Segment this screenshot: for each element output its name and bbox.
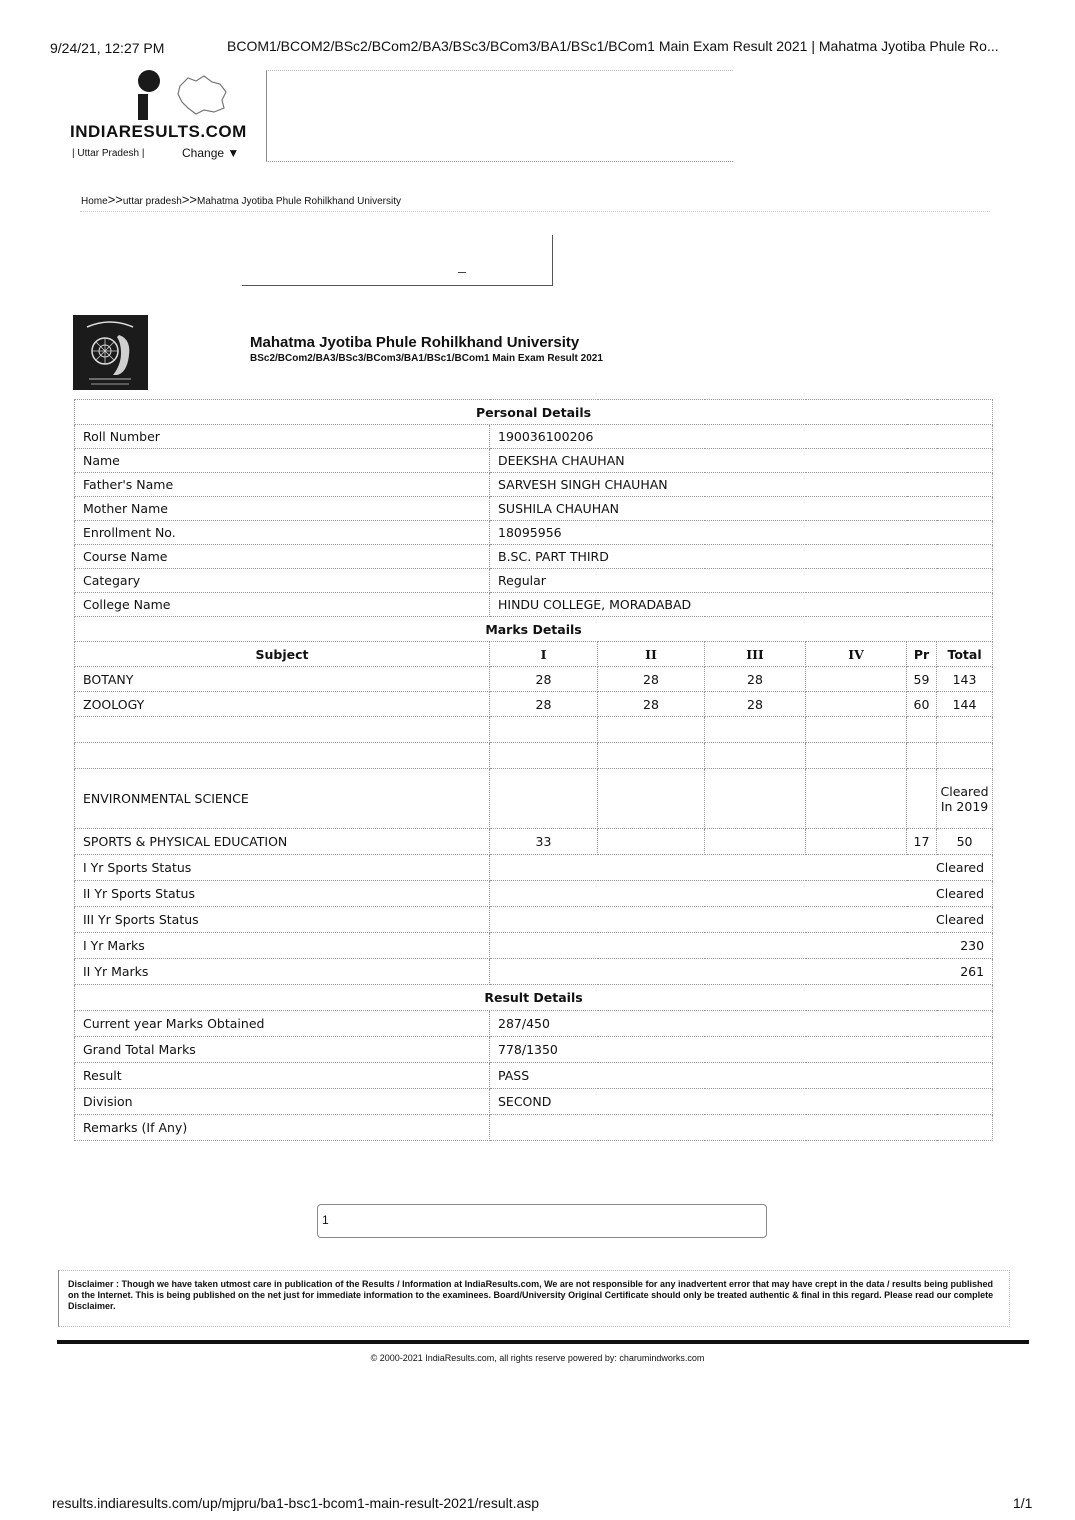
field-value: SUSHILA CHAUHAN	[490, 497, 993, 521]
result-value: PASS	[490, 1063, 993, 1089]
marks-details-heading: Marks Details	[75, 617, 993, 642]
status-label: I Yr Sports Status	[75, 855, 490, 881]
status-label: II Yr Marks	[75, 959, 490, 985]
table-row	[75, 1089, 993, 1115]
university-emblem-icon	[73, 315, 148, 390]
column-header: I	[490, 642, 598, 667]
disclaimer-box	[58, 1270, 1010, 1327]
university-logo	[73, 315, 148, 390]
field-label: Grand Total Marks	[75, 1037, 490, 1063]
status-row	[75, 907, 993, 933]
mark-cell	[598, 829, 705, 855]
copyright-text: © 2000-2021 IndiaResults.com, all rights reserve powered by: charumindworks.com	[370, 1353, 705, 1363]
divider	[458, 272, 466, 273]
table-row	[75, 1011, 993, 1037]
table-row	[75, 545, 993, 569]
total-cell: 143	[937, 667, 993, 692]
mark-cell: 28	[490, 692, 598, 717]
mark-cell	[907, 769, 937, 829]
field-label: Father's Name	[75, 473, 490, 497]
total-cell: Cleared In 2019	[937, 769, 993, 829]
mark-cell: 59	[907, 667, 937, 692]
table-row	[75, 449, 993, 473]
mark-cell	[490, 743, 598, 769]
remarks-value	[490, 1115, 993, 1141]
table-row	[75, 569, 993, 593]
column-header: III	[705, 642, 806, 667]
field-value: 287/450	[490, 1011, 993, 1037]
mark-cell: 28	[598, 692, 705, 717]
breadcrumb-sep: >>	[181, 192, 197, 207]
field-label: Categary	[75, 569, 490, 593]
total-cell: 144	[937, 692, 993, 717]
site-logo[interactable]	[70, 70, 247, 162]
table-row	[75, 497, 993, 521]
divider	[80, 211, 990, 212]
change-state-link[interactable]: Change ▼	[182, 146, 240, 160]
mark-cell	[490, 769, 598, 829]
column-header: Total	[937, 642, 993, 667]
total-cell: 50	[937, 829, 993, 855]
field-value: SARVESH SINGH CHAUHAN	[490, 473, 993, 497]
table-row	[75, 593, 993, 617]
total-cell	[937, 717, 993, 743]
page-number[interactable]: 1	[322, 1213, 329, 1227]
subject-name: SPORTS & PHYSICAL EDUCATION	[75, 829, 490, 855]
status-row	[75, 881, 993, 907]
mark-cell	[705, 717, 806, 743]
exam-title: BSc2/BCom2/BA3/BSc3/BCom3/BA1/BSc1/BCom1 Main Exam Result 2021	[250, 353, 603, 364]
field-value: B.SC. PART THIRD	[490, 545, 993, 569]
field-value: Regular	[490, 569, 993, 593]
subject-name	[75, 717, 490, 743]
mark-cell: 33	[490, 829, 598, 855]
mark-cell	[907, 717, 937, 743]
result-details-heading: Result Details	[75, 985, 993, 1011]
field-label: Course Name	[75, 545, 490, 569]
print-title: BCOM1/BCOM2/BSc2/BCom2/BA3/BSc3/BCom3/BA1/BSc1/BCom1 Main Exam Result 2021 | Mahatma Jyotiba Phule Ro...	[227, 38, 999, 54]
mark-cell	[806, 769, 907, 829]
mark-cell	[806, 717, 907, 743]
column-header: II	[598, 642, 705, 667]
status-value: 230	[490, 933, 993, 959]
uttar-pradesh-map-icon	[174, 72, 230, 118]
subject-row	[75, 829, 993, 855]
mark-cell	[598, 743, 705, 769]
breadcrumb-home[interactable]: Home	[81, 196, 108, 207]
table-row	[75, 521, 993, 545]
status-label: II Yr Sports Status	[75, 881, 490, 907]
table-row	[75, 473, 993, 497]
logo-person-body	[138, 94, 148, 120]
subject-row	[75, 667, 993, 692]
status-row	[75, 933, 993, 959]
mark-cell	[806, 667, 907, 692]
breadcrumb-state[interactable]: uttar pradesh	[122, 196, 182, 207]
status-value: Cleared	[490, 881, 993, 907]
table-row	[75, 1037, 993, 1063]
subject-row	[75, 717, 993, 743]
breadcrumb	[81, 192, 401, 207]
marks-header-row	[75, 642, 993, 667]
subject-row	[75, 692, 993, 717]
print-page-count: 1/1	[1013, 1495, 1033, 1511]
total-cell	[937, 743, 993, 769]
subject-row	[75, 769, 993, 829]
mark-cell: 60	[907, 692, 937, 717]
print-url: results.indiaresults.com/up/mjpru/ba1-bsc1-bcom1-main-result-2021/result.asp	[52, 1495, 540, 1511]
mark-cell: 28	[598, 667, 705, 692]
mark-cell	[705, 829, 806, 855]
university-name: Mahatma Jyotiba Phule Rohilkhand University	[250, 334, 580, 351]
mark-cell	[705, 769, 806, 829]
personal-details-heading: Personal Details	[75, 400, 993, 425]
logo-person-icon	[138, 70, 160, 92]
breadcrumb-university[interactable]: Mahatma Jyotiba Phule Rohilkhand University	[197, 196, 401, 207]
field-label: Division	[75, 1089, 490, 1115]
ad-banner-middle	[242, 235, 553, 286]
status-label: III Yr Sports Status	[75, 907, 490, 933]
field-label: Name	[75, 449, 490, 473]
field-value: DEEKSHA CHAUHAN	[490, 449, 993, 473]
field-label: Roll Number	[75, 425, 490, 449]
status-row	[75, 855, 993, 881]
disclaimer-text: Disclaimer : Though we have taken utmost care in publication of the Results / Information at IndiaResults.com, We are not responsible for any inadvertent error that may have crept in the data / results being published on the Internet. This is being published on the net just for immediate information to the examinees. Board/University Original Certificate should only be treated authentic & final in this regard. Please read our complete Disclaimer.	[68, 1279, 994, 1311]
table-row	[75, 1115, 993, 1141]
field-label: Remarks (If Any)	[75, 1115, 490, 1141]
breadcrumb-sep: >>	[107, 192, 123, 207]
table-row	[75, 1063, 993, 1089]
mark-cell: 28	[705, 667, 806, 692]
column-header: Subject	[75, 642, 490, 667]
subject-name: ZOOLOGY	[75, 692, 490, 717]
field-value: 778/1350	[490, 1037, 993, 1063]
mark-cell: 28	[490, 667, 598, 692]
field-value: 190036100206	[490, 425, 993, 449]
mark-cell	[490, 717, 598, 743]
mark-cell	[806, 829, 907, 855]
column-header: Pr	[907, 642, 937, 667]
subject-row	[75, 743, 993, 769]
status-label: I Yr Marks	[75, 933, 490, 959]
field-value: 18095956	[490, 521, 993, 545]
result-table	[74, 399, 993, 1141]
mark-cell	[598, 769, 705, 829]
status-value: Cleared	[490, 855, 993, 881]
status-row	[75, 959, 993, 985]
mark-cell	[806, 743, 907, 769]
table-row	[75, 425, 993, 449]
field-value: HINDU COLLEGE, MORADABAD	[490, 593, 993, 617]
print-date: 9/24/21, 12:27 PM	[50, 40, 165, 56]
division-value: SECOND	[490, 1089, 993, 1115]
field-label: Mother Name	[75, 497, 490, 521]
status-value: 261	[490, 959, 993, 985]
subject-name: ENVIRONMENTAL SCIENCE	[75, 769, 490, 829]
column-header: IV	[806, 642, 907, 667]
mark-cell	[806, 692, 907, 717]
logo-state: | Uttar Pradesh |	[72, 148, 145, 159]
mark-cell	[907, 743, 937, 769]
field-label: Result	[75, 1063, 490, 1089]
mark-cell	[705, 743, 806, 769]
field-label: Enrollment No.	[75, 521, 490, 545]
mark-cell	[598, 717, 705, 743]
field-label: Current year Marks Obtained	[75, 1011, 490, 1037]
field-label: College Name	[75, 593, 490, 617]
footer-divider	[57, 1340, 1029, 1344]
mark-cell: 17	[907, 829, 937, 855]
subject-name: BOTANY	[75, 667, 490, 692]
ad-banner-top	[266, 70, 733, 162]
subject-name	[75, 743, 490, 769]
pagination	[317, 1204, 767, 1238]
mark-cell: 28	[705, 692, 806, 717]
logo-text: INDIARESULTS.COM	[70, 122, 247, 141]
status-value: Cleared	[490, 907, 993, 933]
